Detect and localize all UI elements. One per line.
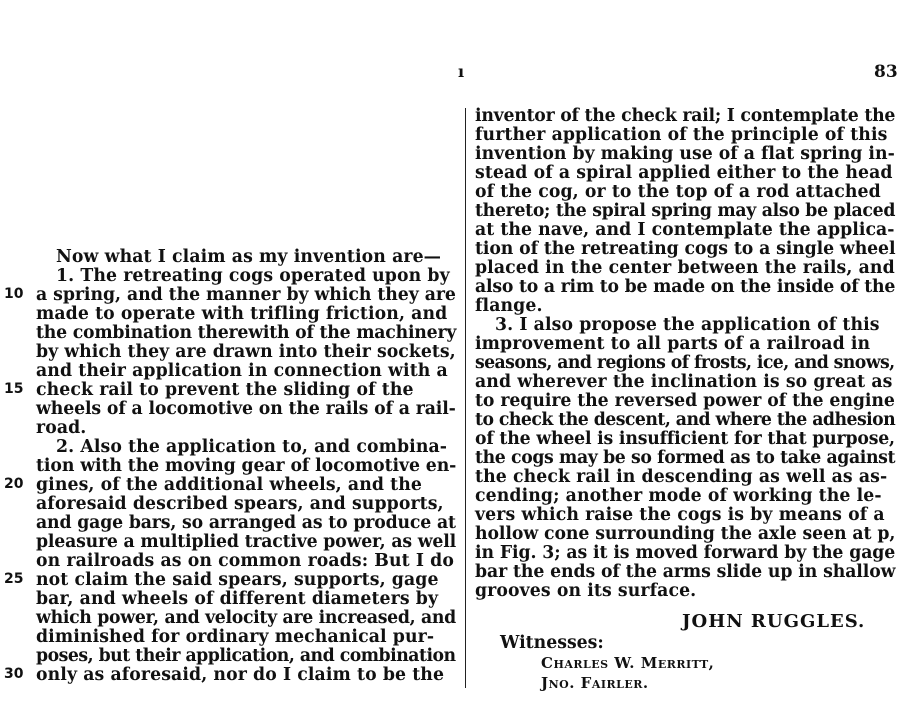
text-line: the check rail in descending as well as as- [475, 467, 888, 487]
text-line: cending; another mode of working the le- [475, 486, 882, 506]
text-line: of the cog, or to the top of a rod attached [475, 182, 881, 202]
text-line: 3. I also propose the application of this [495, 315, 880, 335]
text-line: which power, and velocity are increased, and [36, 608, 456, 628]
text-line: the cogs may be so formed as to take against [475, 448, 896, 468]
text-line: improvement to all parts of a railroad in [475, 334, 871, 354]
text-line: stead of a spiral applied either to the head [475, 163, 893, 183]
text-line: 1. The retreating cogs operated upon by [56, 266, 450, 286]
text-line: flange. [475, 296, 543, 316]
text-line: aforesaid described spears, and supports, [36, 494, 444, 514]
text-line: only as aforesaid, nor do I claim to be the [36, 665, 445, 685]
text-line: by which they are drawn into their sockets, [36, 342, 456, 362]
text-line: invention by making use of a flat spring in- [475, 144, 895, 164]
text-line: wheels of a locomotive on the rails of a rail- [36, 399, 456, 419]
line-number-10: 10 [4, 286, 24, 302]
line-number-20: 20 [4, 476, 24, 492]
text-line: a spring, and the manner by which they are [36, 285, 456, 305]
line-number-15: 15 [4, 381, 24, 397]
text-line: bar, and wheels of different diameters by [36, 589, 439, 609]
text-line: 2. Also the application to, and combina- [56, 437, 448, 457]
signer-name: JOHN RUGGLES. [682, 611, 866, 632]
left-column [36, 248, 456, 685]
text-line: placed in the center between the rails, and [475, 258, 895, 278]
text-line: road. [36, 418, 87, 438]
text-line: made to operate with trifling friction, and [36, 304, 448, 324]
text-line: in Fig. 3; as it is moved forward by the gage [475, 543, 896, 563]
witness-1: Charles W. Merritt, [541, 654, 715, 672]
text-line: bar the ends of the arms slide up in shallow [475, 562, 896, 582]
text-line: the combination therewith of the machinery [36, 323, 457, 343]
text-line: and wherever the inclination is so great as [475, 372, 893, 392]
text-line: also to a rim to be made on the inside of the [475, 277, 896, 297]
text-line: grooves on its surface. [475, 581, 697, 601]
text-line: seasons, and regions of frosts, ice, and snows, [475, 353, 895, 373]
text-line: poses, but their application, and combination [36, 646, 456, 666]
text-line: tion of the retreating cogs to a single wheel [475, 239, 896, 259]
text-line: to check the descent, and where the adhesion [475, 410, 896, 430]
text-line: to require the reversed power of the engine [475, 391, 895, 411]
text-line: gines, of the additional wheels, and the [36, 475, 423, 495]
witness-2: Jno. Fairler. [541, 674, 649, 692]
text-line: hollow cone surrounding the axle seen at p, [475, 524, 896, 544]
text-line: not claim the said spears, supports, gage [36, 570, 439, 590]
header-left-mark: ı [458, 62, 465, 81]
right-column [475, 107, 895, 601]
text-line: check rail to prevent the sliding of the [36, 380, 414, 400]
text-line: pleasure a multiplied tractive power, as well [36, 532, 456, 552]
text-line: on railroads as on common roads: But I do [36, 551, 454, 571]
text-line: at the nave, and I contemplate the applica- [475, 220, 895, 240]
witnesses-label: Witnesses: [500, 633, 604, 653]
page-number: 83 [874, 62, 898, 82]
text-line: vers which raise the cogs is by means of a [475, 505, 885, 525]
text-line: Now what I claim as my invention are— [56, 247, 442, 267]
column-divider [465, 108, 466, 688]
text-line: further application of the principle of this [475, 125, 888, 145]
text-line: inventor of the check rail; I contemplate the [475, 106, 896, 126]
text-line: and their application in connection with a [36, 361, 448, 381]
line-number-25: 25 [4, 571, 24, 587]
text-line: and gage bars, so arranged as to produce at [36, 513, 456, 533]
text-line: tion with the moving gear of locomotive en- [36, 456, 457, 476]
text-line: of the wheel is insufficient for that purpose, [475, 429, 895, 449]
text-line: diminished for ordinary mechanical pur- [36, 627, 435, 647]
line-number-30: 30 [4, 666, 24, 682]
text-line: thereto; the spiral spring may also be placed [475, 201, 896, 221]
